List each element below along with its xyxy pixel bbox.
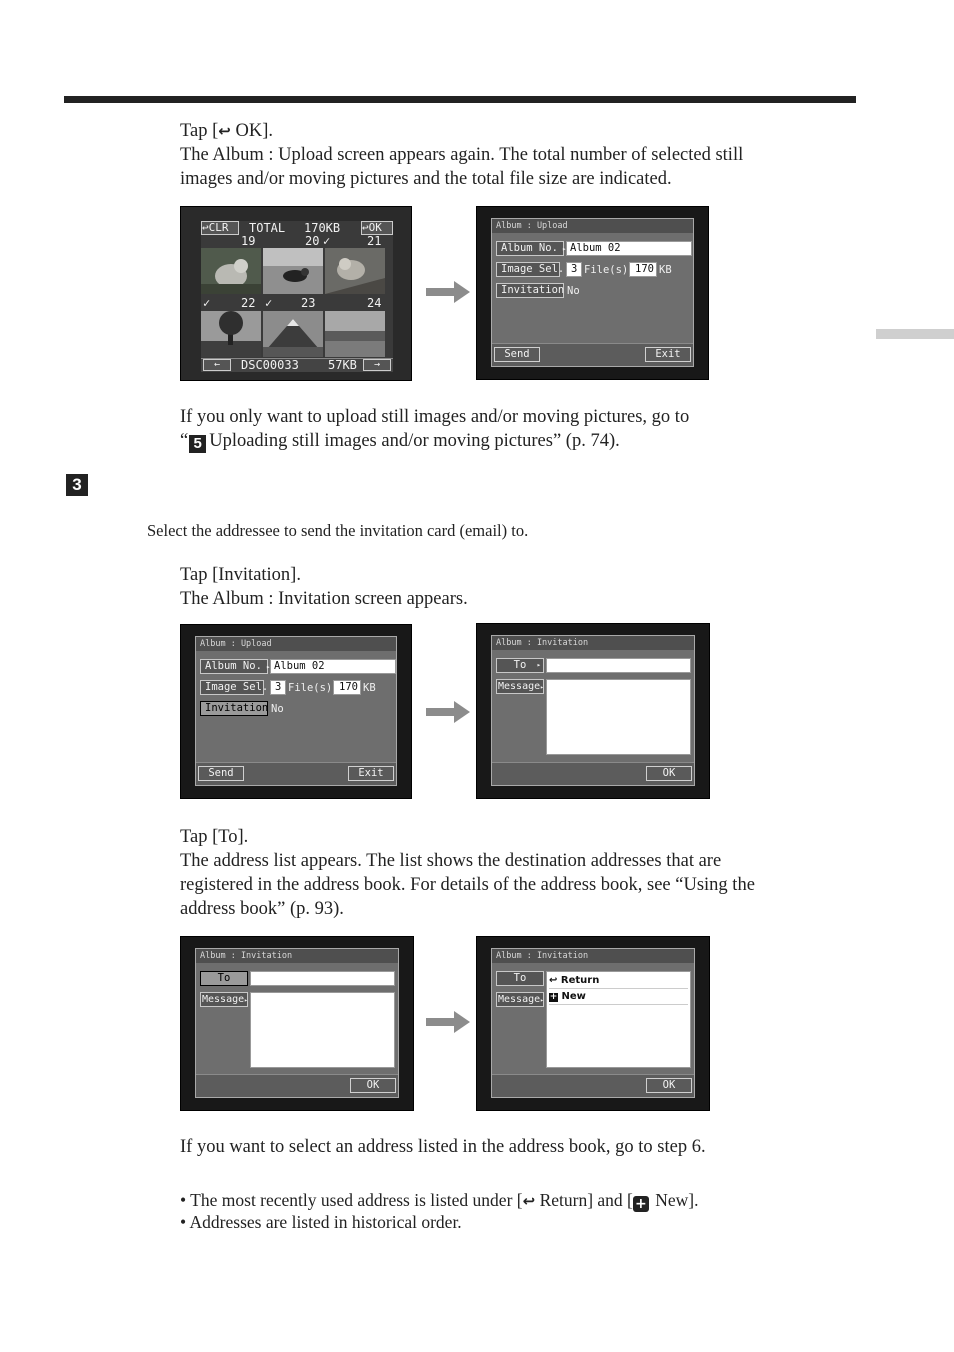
return-icon: ↩ [202,221,209,234]
chapter-side-tab [876,329,954,339]
to-field[interactable] [250,971,395,986]
message-button[interactable]: Message▸ [498,994,544,1005]
dialog-title: Album : Upload [492,219,693,233]
plus-icon: + [633,1196,649,1212]
total-size: 170KB [304,221,341,235]
to-field[interactable] [546,658,691,673]
check-icon: ✓ [203,296,211,310]
message-button[interactable]: Message▸ [202,994,248,1005]
next-page-button[interactable]: → [363,359,391,371]
dialog-bottom-bar [492,1074,694,1097]
album-no-field[interactable]: Album 02 [270,659,396,674]
prev-page-button[interactable]: ← [203,359,231,371]
invitation-button[interactable]: Invitation [496,283,564,298]
return-icon: ↩ [218,122,231,140]
send-button[interactable]: Send [494,347,540,362]
list-item-new[interactable]: + New [549,989,688,1005]
ok-button[interactable]: OK [646,1078,692,1093]
exit-button[interactable]: Exit [348,766,394,781]
message-button[interactable]: Message▸ [498,681,544,692]
dialog-title: Album : Upload [196,637,396,651]
instruction-tap-to: Tap [To]. [180,827,249,847]
step-number-badge: 5 [189,435,206,453]
paragraph-line: address book” (p. 93). [180,899,344,919]
files-count: 3 [270,680,286,695]
check-icon: ✓ [323,234,331,248]
files-label: File(s) [288,682,333,694]
upload-screen-screenshot [476,206,709,380]
paragraph-line: registered in the address book. For details of the address book, see “Using the [180,875,755,895]
note-bullet: • Addresses are listed in historical order. [180,1212,462,1232]
return-icon: ↩ [549,975,558,986]
invitation-screen-screenshot [476,623,710,799]
kb-label: KB [659,264,672,276]
dialog-title: Album : Invitation [492,949,694,963]
thumb-number: 22 [241,296,256,310]
triangle-right-icon: ▸ [261,663,271,671]
step-number-badge: 3 [66,474,88,496]
header-rule [64,96,856,103]
dialog-bottom-bar [196,1074,398,1097]
right-arrow-icon [426,281,470,303]
thumbnail-tree[interactable] [201,311,261,357]
return-icon: ↩ [362,221,369,234]
dialog-title: Album : Invitation [492,636,694,650]
dialog-bottom-bar [196,762,396,785]
kb-value: 170 [629,262,657,277]
address-list-screenshot [476,936,710,1111]
right-arrow-icon [426,1011,470,1033]
clr-button[interactable]: ↩CLR [201,221,239,235]
paragraph-line: images and/or moving pictures and the total file size are indicated. [180,169,672,189]
step-description: Select the addressee to send the invitation card (email) to. [147,521,529,540]
message-textarea[interactable] [546,679,691,755]
index-screen-screenshot [180,206,412,381]
file-name: DSC00033 [241,358,299,372]
dialog-bottom-bar [492,343,693,366]
note-bullet: • The most recently used address is listed under [↩ Return] and [ + New]. [180,1190,699,1212]
thumbnail-dog[interactable] [201,248,261,294]
message-textarea[interactable] [250,992,395,1068]
send-button[interactable]: Send [198,766,244,781]
triangle-right-icon: ▸ [536,661,541,669]
triangle-right-icon: ▸ [557,245,567,253]
thumbnail-field[interactable] [325,311,385,357]
exit-button[interactable]: Exit [645,347,691,362]
album-no-field[interactable]: Album 02 [566,241,692,256]
kb-value: 170 [333,680,361,695]
thumbnail-dog-running[interactable] [263,248,323,294]
return-icon: ↩ [522,1192,536,1210]
paragraph-line: The address list appears. The list shows the destination addresses that are [180,851,722,871]
upload-dialog [491,218,694,367]
kb-label: KB [363,682,376,694]
to-button[interactable]: To [200,971,248,986]
image-sel-button[interactable]: Image Sel. [200,680,264,695]
image-sel-button[interactable]: Image Sel. [496,262,560,277]
right-arrow-icon [426,701,470,723]
triangle-right-icon: ▸ [244,997,248,1004]
thumb-number: 20 [305,234,320,248]
check-icon: ✓ [265,296,273,310]
invitation-value: No [271,703,284,715]
files-count: 3 [566,262,582,277]
paragraph-line: The Album : Invitation screen appears. [180,589,468,609]
thumb-number: 24 [367,296,382,310]
thumb-number: 19 [241,234,256,248]
dialog-title: Album : Invitation [196,949,398,963]
triangle-right-icon: ▸ [540,997,544,1004]
ok-button[interactable]: ↩OK [361,221,393,235]
paragraph-line: If you want to select an address listed in the address book, go to step 6. [180,1137,706,1157]
album-no-button[interactable]: Album No. ▸ [200,659,268,674]
invitation-screen-screenshot [180,936,414,1111]
thumbnail-cat[interactable] [325,248,385,294]
invitation-dialog [491,948,695,1098]
paragraph-line: If you only want to upload still images and/or moving pictures, go to [180,407,690,427]
upload-dialog [195,636,397,786]
thumbnail-mountain[interactable] [263,311,323,357]
total-label: TOTAL [249,221,286,235]
index-screen-panel [201,221,393,371]
upload-screen-screenshot [180,624,412,799]
ok-button[interactable]: OK [646,766,692,781]
invitation-dialog [491,635,695,786]
album-no-button[interactable]: Album No. ▸ [496,241,564,256]
paragraph-line-ref: “ 5 Uploading still images and/or moving pictures” (p. 74). [180,431,620,452]
ok-button[interactable]: OK [350,1078,396,1093]
plus-icon: + [549,992,558,1002]
invitation-dialog [195,948,399,1098]
thumb-number: 21 [367,234,382,248]
to-button[interactable]: To [496,971,544,986]
address-list [546,971,691,1068]
invitation-value: No [567,285,580,297]
thumb-number: 23 [301,296,316,310]
file-size: 57KB [328,358,357,372]
instruction-tap-invitation: Tap [Invitation]. [180,565,301,585]
to-button[interactable]: To ▸ [496,658,544,673]
dialog-bottom-bar [492,762,694,785]
index-status-bar [201,358,393,372]
instruction-tap-ok: Tap [↩ OK]. [180,121,273,141]
triangle-right-icon: ▸ [540,684,544,691]
paragraph-line: The Album : Upload screen appears again. The total number of selected still [180,145,744,165]
list-item-return[interactable]: ↩ Return [549,973,688,989]
files-label: File(s) [584,264,629,276]
invitation-button[interactable]: Invitation [200,701,268,716]
